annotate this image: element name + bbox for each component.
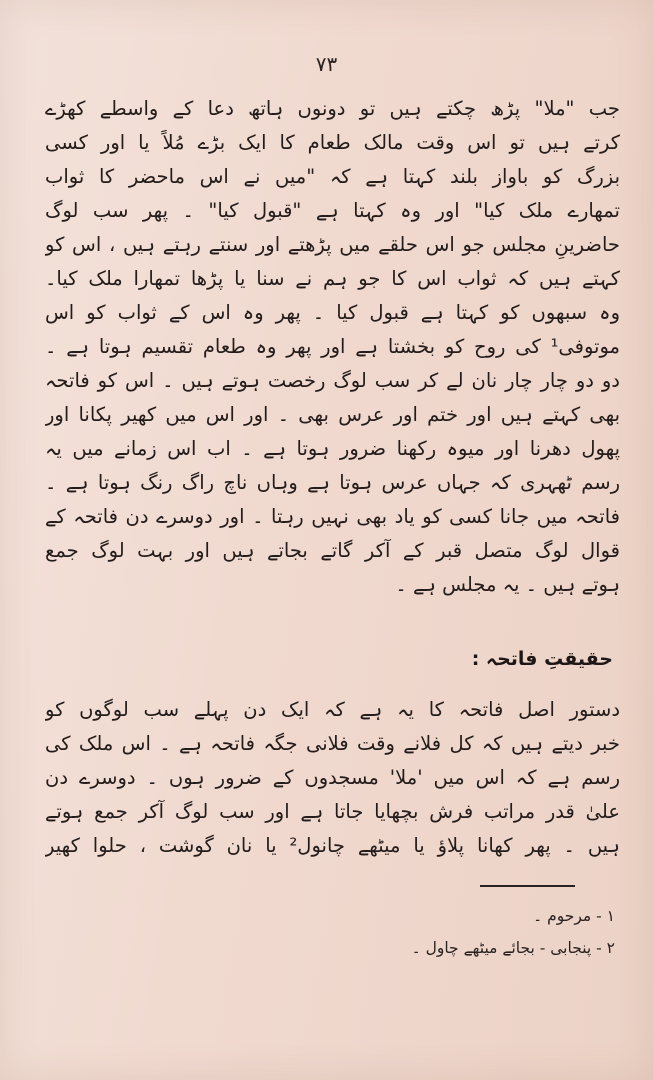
- paragraph-2: [45, 693, 620, 863]
- paragraph-1-line: ہوتے ہیں ۔ یہ مجلس ہے ۔: [395, 573, 620, 596]
- page-number: ۷۳: [315, 52, 338, 76]
- paragraph-1-line: رسم ٹھہری کہ جہاں عرس ہوتا ہے وہاں ناچ راگ رنگ ہوتا ہے ۔: [45, 471, 620, 494]
- footnote-1: ۱ - مرحوم ۔: [533, 907, 615, 925]
- paragraph-1-line: وہ سبھوں کو کہتا ہے قبول کیا ۔ پھر وہ اس کے ثواب کو اس: [45, 301, 620, 324]
- section-heading: حقیقتِ فاتحہ :: [471, 648, 613, 670]
- paragraph-1-line: پھول دھرنا اور میوہ رکھنا ضرور ہوتا ہے ۔ اب اس زمانے میں یہ: [45, 437, 620, 460]
- paragraph-1-line: کہتے ہیں کہ ثواب اس کا جو ہم نے سنا یا پڑھا تمھارا ملک کیا۔: [45, 267, 620, 290]
- paragraph-1-line: دو دو چار چار نان لے کر سب لوگ رخصت ہوتے ہیں ۔ اس کو فاتحہ: [45, 369, 620, 392]
- paragraph-2-line: رسم ہے کہ اس میں 'ملا' مسجدوں کے ضرور ہوں ۔ دوسرے دن: [45, 766, 620, 789]
- paragraph-1-line: حاضرینِ مجلس جو اس حلقے میں پڑھتے اور سنتے رہتے ہیں ، اس کو: [45, 233, 620, 256]
- paragraph-1-line: بھی کہتے ہیں اور ختم اور عرس بھی ۔ اور اس میں کھیر پکانا اور: [45, 403, 620, 426]
- paragraph-1-line: قوال لوگ متصل قبر کے آکر گاتے بجاتے ہیں اور بہت لوگ جمع: [45, 539, 620, 562]
- footnotes: [412, 900, 615, 964]
- paragraph-2-line: علیٰ قدر مراتب فرش بچھایا جاتا ہے اور سب لوگ آکر جمع ہوتے: [45, 800, 620, 823]
- paragraph-1-line: موتوفی¹ کی روح کو بخشتا ہے اور پھر وہ طعام تقسیم ہوتا ہے ۔: [45, 335, 620, 358]
- paragraph-1-line: جب "ملا" پڑھ چکتے ہیں تو دونوں ہاتھ دعا کے واسطے کھڑے: [45, 97, 620, 120]
- paragraph-2-line: دستور اصل فاتحہ کا یہ ہے کہ ایک دن پہلے سب لوگوں کو: [45, 698, 620, 721]
- paragraph-1-line: فاتحہ میں جانا کسی کو یاد بھی نہیں رہتا ۔ اور دوسرے دن فاتحہ کے: [45, 505, 620, 528]
- paragraph-1-line: تمھارے ملک کیا" اور وہ کہتا ہے "قبول کیا" ۔ پھر سب لوگ: [45, 199, 620, 222]
- paragraph-1-line: کرتے ہیں تو اس وقت مالک طعام کا ایک بڑے مُلاً یا اور کسی: [45, 131, 620, 154]
- footnote-divider: [480, 885, 575, 887]
- paragraph-2-line: ہیں ۔ پھر کھانا پلاؤ یا میٹھے چانول² یا نان گوشت ، حلوا کھیر: [45, 834, 620, 857]
- paragraph-1: [45, 92, 620, 602]
- footnote-2: ۲ - پنجابی - بجائے میٹھے چاول ۔: [411, 939, 615, 957]
- paragraph-1-line: بزرگ کو باواز بلند کہتا ہے کہ "میں نے اس ماحضر کا ثواب: [45, 165, 620, 188]
- paragraph-2-line: خبر دیتے ہیں کہ کل فلانے وقت فلانی جگہ فاتحہ ہے ۔ اس ملک کی: [45, 732, 620, 755]
